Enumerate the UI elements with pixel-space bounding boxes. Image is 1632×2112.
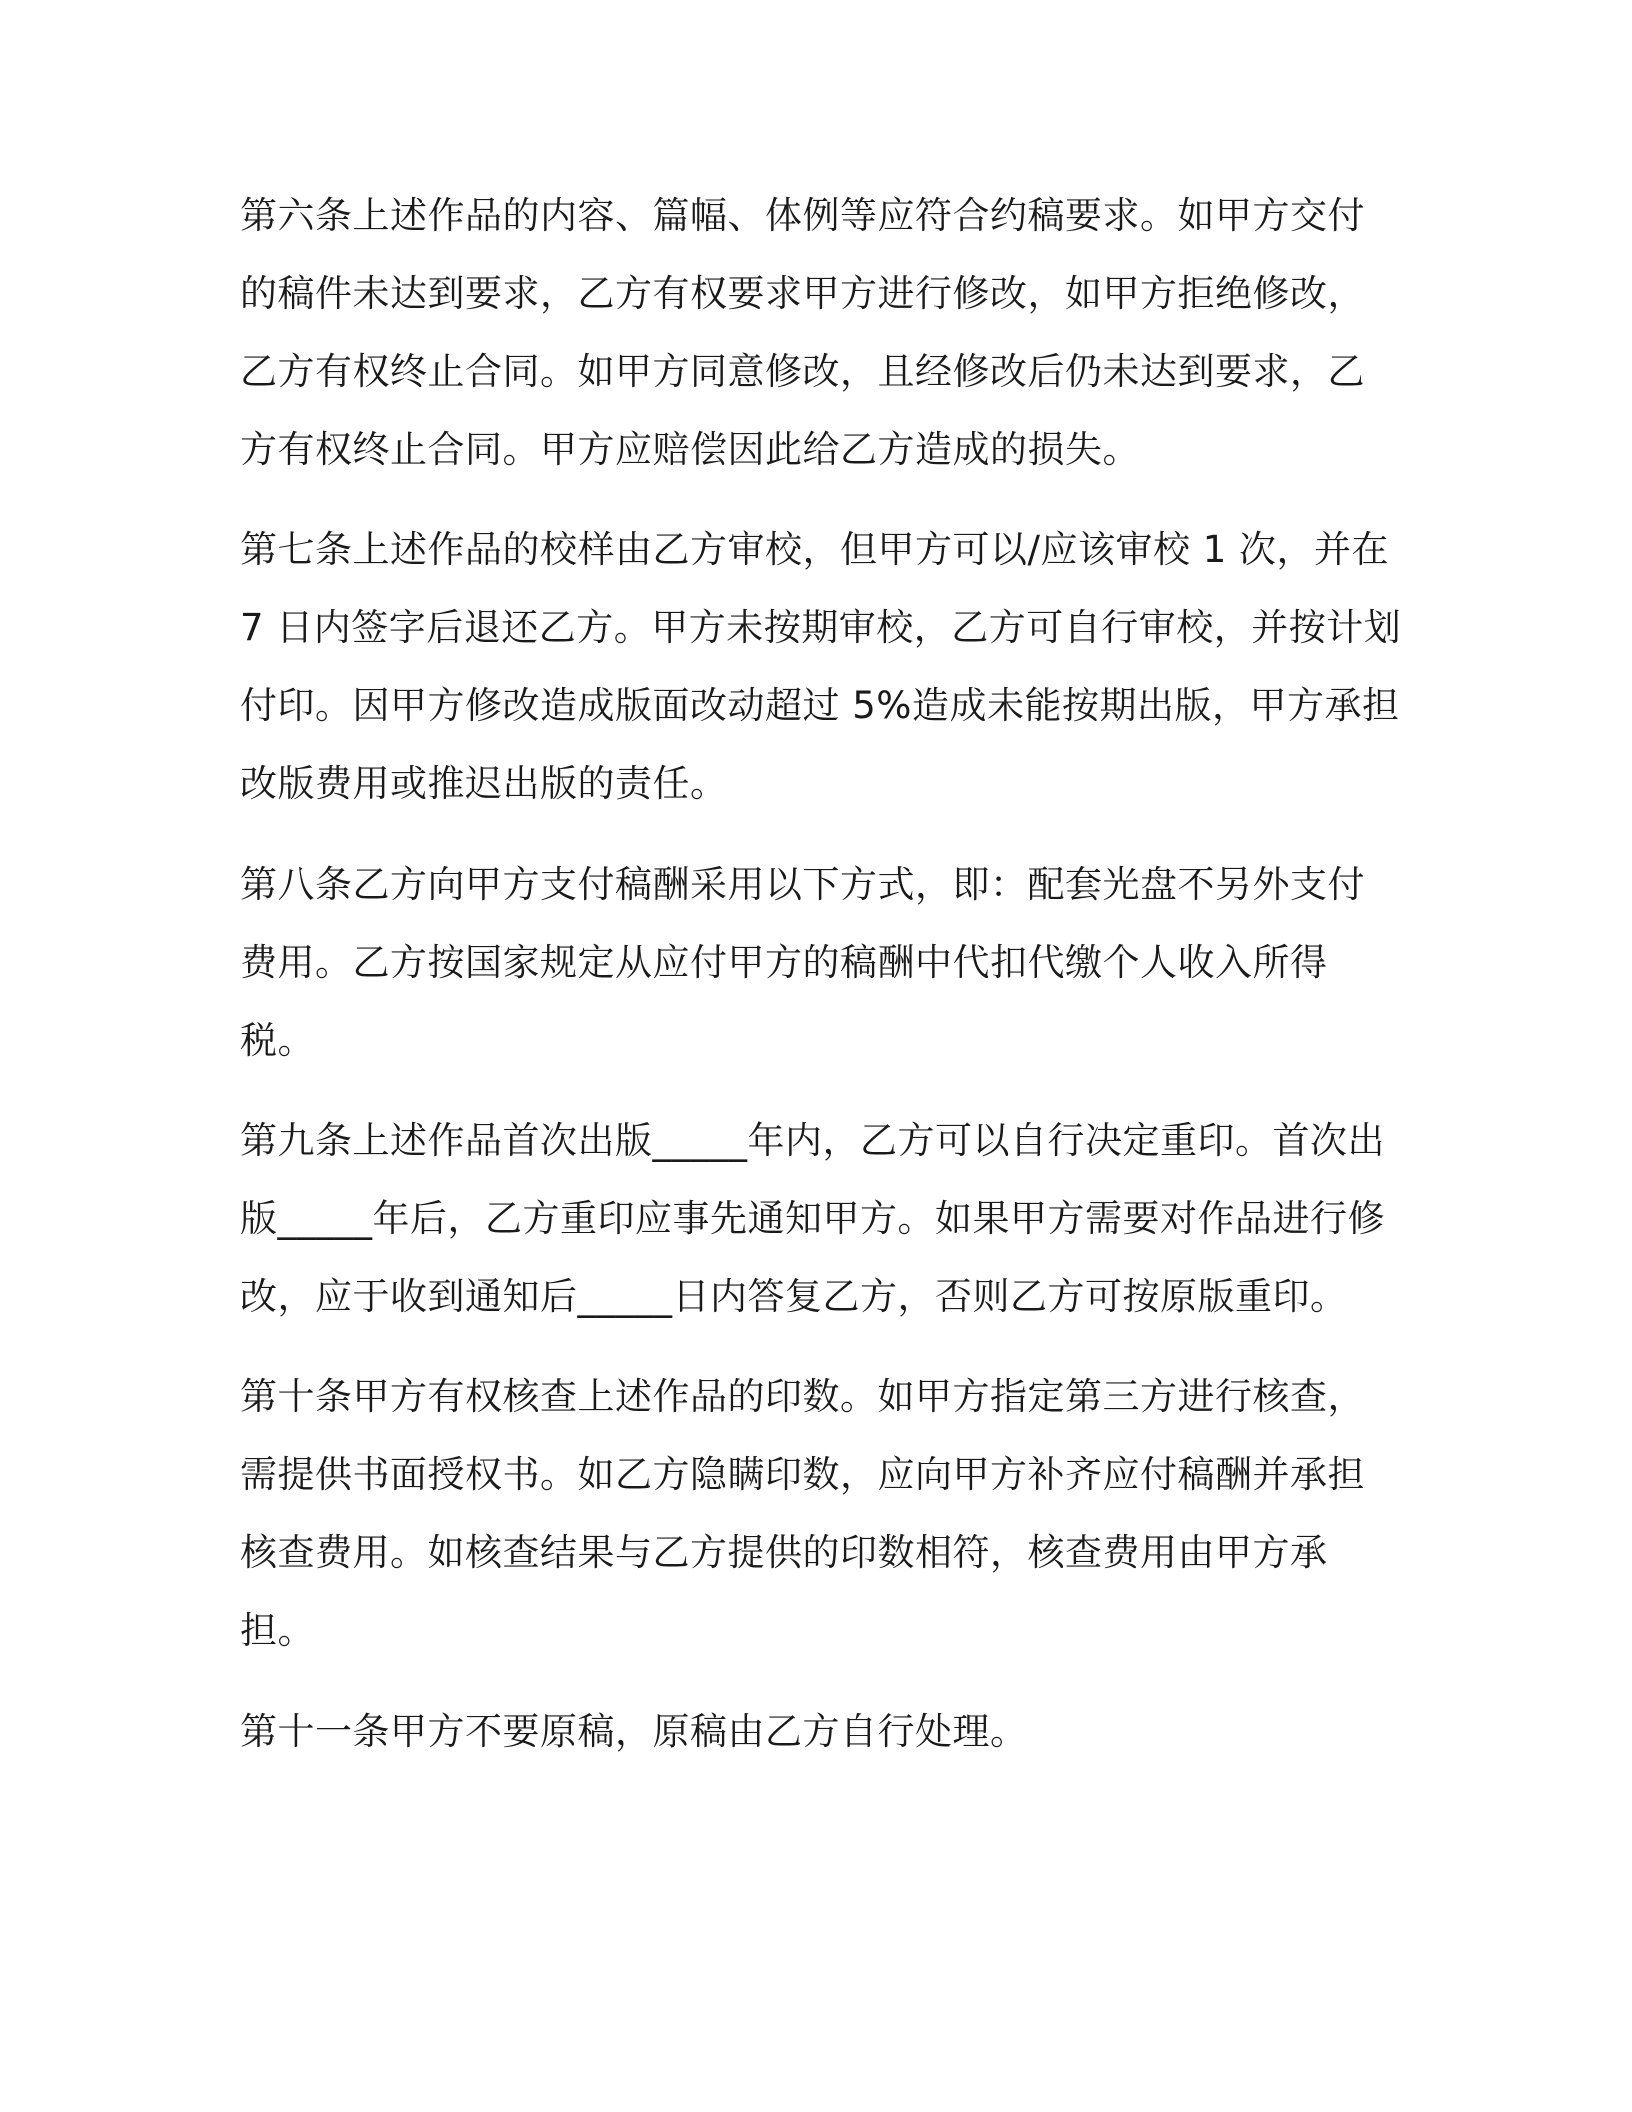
text-line: 第七条上述作品的校样由乙方审校，但甲方可以/应该审校 1 次，并在 <box>240 528 1390 571</box>
text-line: 7 日内签字后退还乙方。甲方未按期审校，乙方可自行审校，并按计划 <box>240 606 1402 649</box>
text-line: 第八条乙方向甲方支付稿酬采用以下方式，即：配套光盘不另外支付 <box>240 863 1365 906</box>
text-line: 费用。乙方按国家规定从应付甲方的稿酬中代扣代缴个人收入所得 <box>240 941 1328 984</box>
text-line: 方有权终止合同。甲方应赔偿因此给乙方造成的损失。 <box>240 428 1140 471</box>
text-line: 需提供书面授权书。如乙方隐瞒印数，应向甲方补齐应付稿酬并承担 <box>240 1453 1365 1496</box>
text-line: 乙方有权终止合同。如甲方同意修改，且经修改后仍未达到要求，乙 <box>240 350 1365 393</box>
text-line: 第十一条甲方不要原稿，原稿由乙方自行处理。 <box>240 1710 1028 1753</box>
text-line: 改版费用或推迟出版的责任。 <box>240 762 728 805</box>
text-line: 的稿件未达到要求，乙方有权要求甲方进行修改，如甲方拒绝修改， <box>240 272 1365 315</box>
text-line: 核查费用。如核查结果与乙方提供的印数相符，核查费用由甲方承 <box>240 1531 1328 1574</box>
text-line: 付印。因甲方修改造成版面改动超过 5%造成未能按期出版，甲方承担 <box>240 684 1400 727</box>
text-line: 改，应于收到通知后_____日内答复乙方，否则乙方可按原版重印。 <box>240 1275 1348 1318</box>
text-line: 第六条上述作品的内容、篇幅、体例等应符合约稿要求。如甲方交付 <box>240 194 1365 237</box>
text-line: 版_____年后，乙方重印应事先通知甲方。如果甲方需要对作品进行修 <box>240 1197 1385 1240</box>
text-line: 担。 <box>240 1609 315 1652</box>
text-line: 税。 <box>240 1019 315 1062</box>
text-line: 第十条甲方有权核查上述作品的印数。如甲方指定第三方进行核查， <box>240 1375 1365 1418</box>
text-line: 第九条上述作品首次出版_____年内，乙方可以自行决定重印。首次出 <box>240 1119 1385 1162</box>
